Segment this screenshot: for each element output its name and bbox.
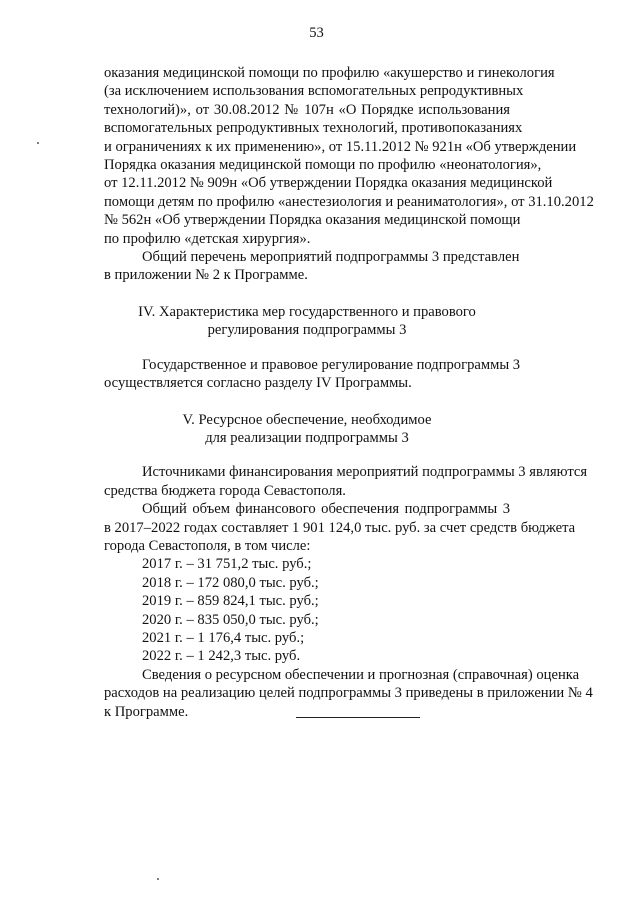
list-item: 2018 г. – 172 080,0 тыс. руб.; [142,574,319,591]
text-line: № 562н «Об утверждении Порядка оказания медицинской помощи [104,212,521,229]
scan-speck [37,142,39,144]
text-line: помощи детям по профилю «анестезиология и реаниматология», от 31.10.2012 [104,193,594,210]
text-line: и ограничениях к их применению», от 15.11.2012 № 921н «Об утверждении [104,138,577,155]
separator-line [296,717,420,718]
paragraph-orders [104,64,594,248]
section-iv [104,303,521,393]
section-heading: V. Ресурсное обеспечение, необходимое [182,411,432,428]
text-line: оказания медицинской помощи по профилю «акушерство и гинекология [104,65,555,81]
paragraph-measures-list [104,248,520,285]
text-line: к Программе. [104,703,189,720]
text-line: Порядка оказания медицинской помощи по профилю «неонатология», [104,157,542,174]
text-line: Источниками финансирования мероприятий подпрограммы 3 являются [142,464,588,481]
text-line: от 12.11.2012 № 909н «Об утверждении Порядка оказания медицинской [104,175,553,192]
text-line: Государственное и правовое регулирование подпрограммы 3 [142,356,521,373]
page-number: 53 [309,25,324,41]
text-line: осуществляется согласно разделу IV Программы. [104,375,412,392]
text-line: в приложении № 2 к Программе. [104,267,308,284]
list-item: 2021 г. – 1 176,4 тыс. руб.; [142,629,305,646]
text-line: по профилю «детская хирургия». [104,230,311,247]
document-body [104,64,594,721]
section-heading: регулирования подпрограммы 3 [207,322,407,339]
text-line: в 2017–2022 годах составляет 1 901 124,0 тыс. руб. за счет средств бюджета [104,519,576,536]
text-line: (за исключением использования вспомогательных репродуктивных [104,83,524,100]
list-item: 2020 г. – 835 050,0 тыс. руб.; [142,611,319,628]
text-line: технологий)», от 30.08.2012 № 107н «О Порядке использования [104,101,510,118]
text-line: города Севастополя, в том числе: [104,537,311,554]
list-item: 2022 г. – 1 242,3 тыс. руб. [142,648,301,665]
section-v [104,411,593,722]
section-heading: IV. Характеристика мер государственного и правового [138,303,476,320]
text-line: Сведения о ресурсном обеспечении и прогнозная (справочная) оценка [142,666,580,683]
list-item: 2017 г. – 31 751,2 тыс. руб.; [142,556,312,573]
text-line: вспомогательных репродуктивных технологий, противопоказаниях [104,120,523,137]
funding-by-year-list [104,555,510,665]
text-line: Общий объем финансового обеспечения подпрограммы 3 [142,501,510,518]
section-heading: для реализации подпрограммы 3 [205,429,409,446]
scan-speck [157,878,159,880]
text-line: средства бюджета города Севастополя. [104,482,346,499]
text-line: Общий перечень мероприятий подпрограммы 3 представлен [142,249,520,266]
list-item: 2019 г. – 859 824,1 тыс. руб.; [142,593,319,610]
text-line: расходов на реализацию целей подпрограммы 3 приведены в приложении № 4 [104,685,593,702]
